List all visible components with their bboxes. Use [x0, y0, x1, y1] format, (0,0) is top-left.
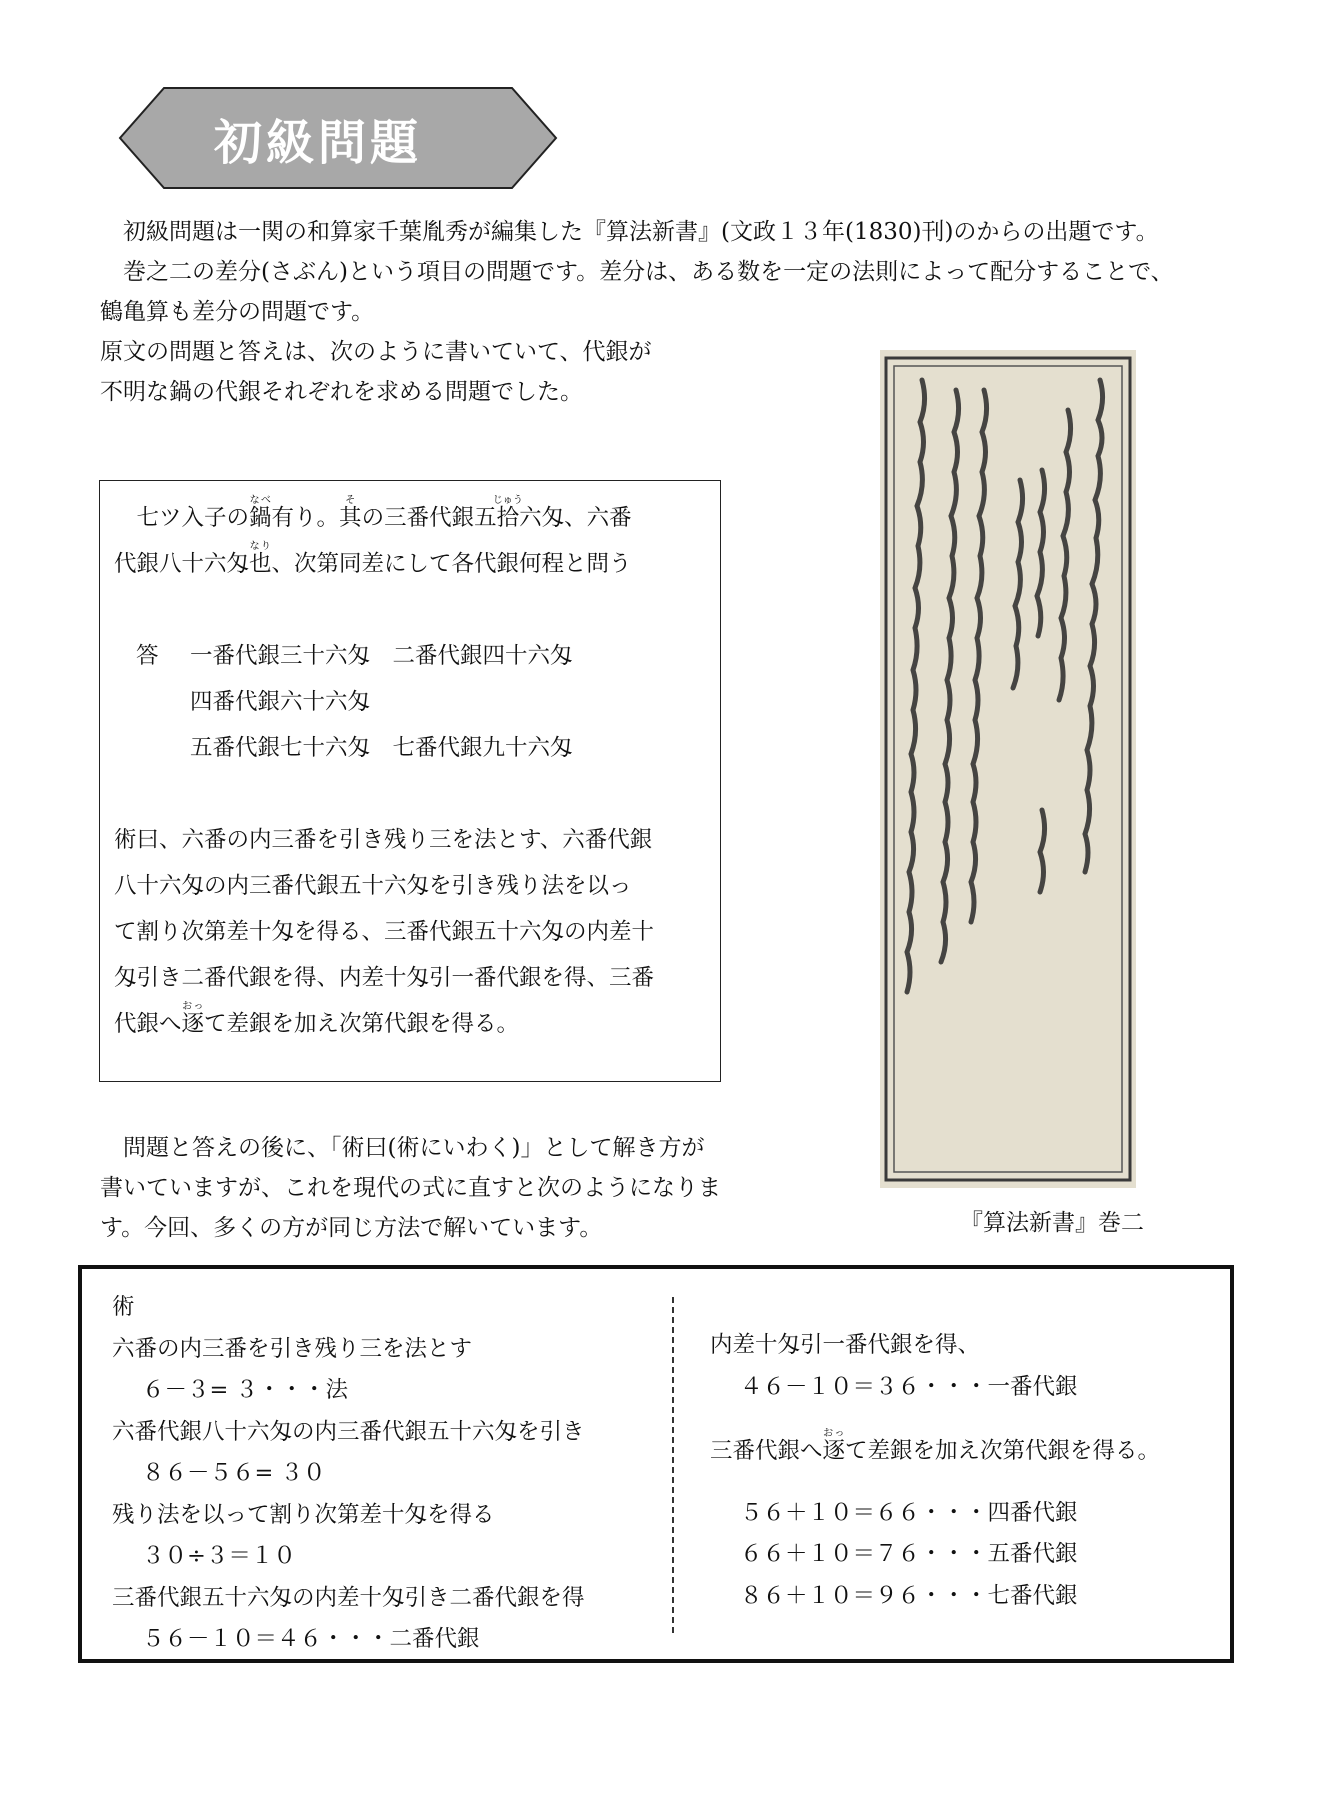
method-line-1: 術曰、六番の内三番を引き残り三を法とす、六番代銀: [114, 827, 653, 853]
step-text: 残り法を以って割り次第差十匁を得る: [112, 1501, 495, 1528]
solution-box: [78, 1265, 1234, 1663]
manuscript-caption: 『算法新書』巻二: [960, 1210, 1144, 1236]
explanation-line-2: 書いていますが、これを現代の式に直すと次のようになりま: [100, 1175, 721, 1201]
step-equation: ４６－１０＝３６・・・一番代銀: [740, 1373, 1078, 1400]
question-line-1: 七ツ入子の鍋なべ有り。其その三番代銀五拾じゅう六匁、六番: [136, 495, 632, 531]
ruby-nari: 也なり: [249, 541, 272, 577]
method-line-2: 八十六匁の内三番代銀五十六匁を引き残り法を以っ: [114, 873, 632, 899]
step-equation: ５６－１０＝４６・・・二番代銀: [142, 1626, 480, 1652]
explanation-text: [100, 1128, 800, 1248]
explanation-line-1: 問題と答えの後に、「術曰(術にいわく)」として解き方が: [123, 1135, 705, 1161]
solution-left-column: [112, 1287, 672, 1661]
method-line-3: て割り次第差十匁を得る、三番代銀五十六匁の内差十: [114, 919, 655, 945]
column-divider: [672, 1297, 674, 1633]
step-text: 内差十匁引一番代銀を得、: [710, 1332, 981, 1358]
step-equation: ５６＋１０＝６６・・・四番代銀: [740, 1499, 1078, 1526]
step-equation: ６６＋１０＝７６・・・五番代銀: [740, 1541, 1078, 1567]
ruby-ju: 拾じゅう: [492, 495, 523, 531]
intro-paragraph-1: 初級問題は一関の和算家千葉胤秀が編集した『算法新書』(文政１３年(1830)刊)のからの出題です。: [123, 219, 1159, 245]
ruby-otte: 逐おっ: [181, 1001, 205, 1037]
solution-right-column: [710, 1325, 1230, 1617]
method-line-5: 代銀へ逐おって差銀を加え次第代銀を得る。: [114, 1001, 520, 1037]
step-text: 六番代銀八十六匁の内三番代銀五十六匁を引き: [112, 1418, 585, 1445]
step-equation: ８６－５６= ３０: [142, 1460, 326, 1486]
question-line-2: 代銀八十六匁也なり、次第同差にして各代銀何程と問う: [114, 541, 632, 577]
ruby-otte-2: 逐おっ: [822, 1428, 846, 1464]
explanation-line-3: す。今回、多くの方が同じ方法で解いています。: [100, 1215, 603, 1241]
problem-box: [99, 480, 721, 1082]
answer-row-3: 五番代銀七十六匁 七番代銀九十六匁: [190, 735, 573, 761]
manuscript-scroll-picture: [880, 350, 1136, 1188]
ruby-so: 其そ: [339, 495, 362, 531]
step-equation: ６－３= ３・・・法: [142, 1377, 349, 1403]
answer-row-2: 四番代銀六十六匁: [190, 689, 371, 715]
step-equation: ８６＋１０＝９６・・・七番代銀: [740, 1582, 1078, 1609]
ruby-nabe: 鍋なべ: [249, 495, 272, 531]
intro-paragraph-2: 巻之二の差分(さぶん)という項目の問題です。差分は、ある数を一定の法則によって配分することで、鶴亀算も差分の問題です。: [100, 259, 1174, 325]
step-equation: ３０÷３＝１０: [142, 1543, 296, 1569]
step-text: 六番の内三番を引き残り三を法とす: [112, 1335, 473, 1362]
answer-row-1: 答 一番代銀三十六匁 二番代銀四十六匁: [114, 633, 704, 679]
page-title: 初級問題: [213, 114, 422, 171]
intro-paragraph-3a: 原文の問題と答えは、次のように書いていて、代銀が: [100, 339, 652, 365]
step-text: 三番代銀五十六匁の内差十匁引き二番代銀を得: [112, 1584, 585, 1611]
manuscript-image: [880, 350, 1136, 1188]
answer-label: 答: [136, 643, 159, 669]
method-line-4: 匁引き二番代銀を得、内差十匁引一番代銀を得、三番: [114, 965, 655, 991]
title-badge: [118, 86, 558, 190]
solution-heading: 術: [112, 1294, 135, 1320]
step-text: 三番代銀へ逐おって差銀を加え次第代銀を得る。: [710, 1428, 1161, 1464]
intro-paragraph-3b: 不明な鍋の代銀それぞれを求める問題でした。: [100, 379, 583, 405]
